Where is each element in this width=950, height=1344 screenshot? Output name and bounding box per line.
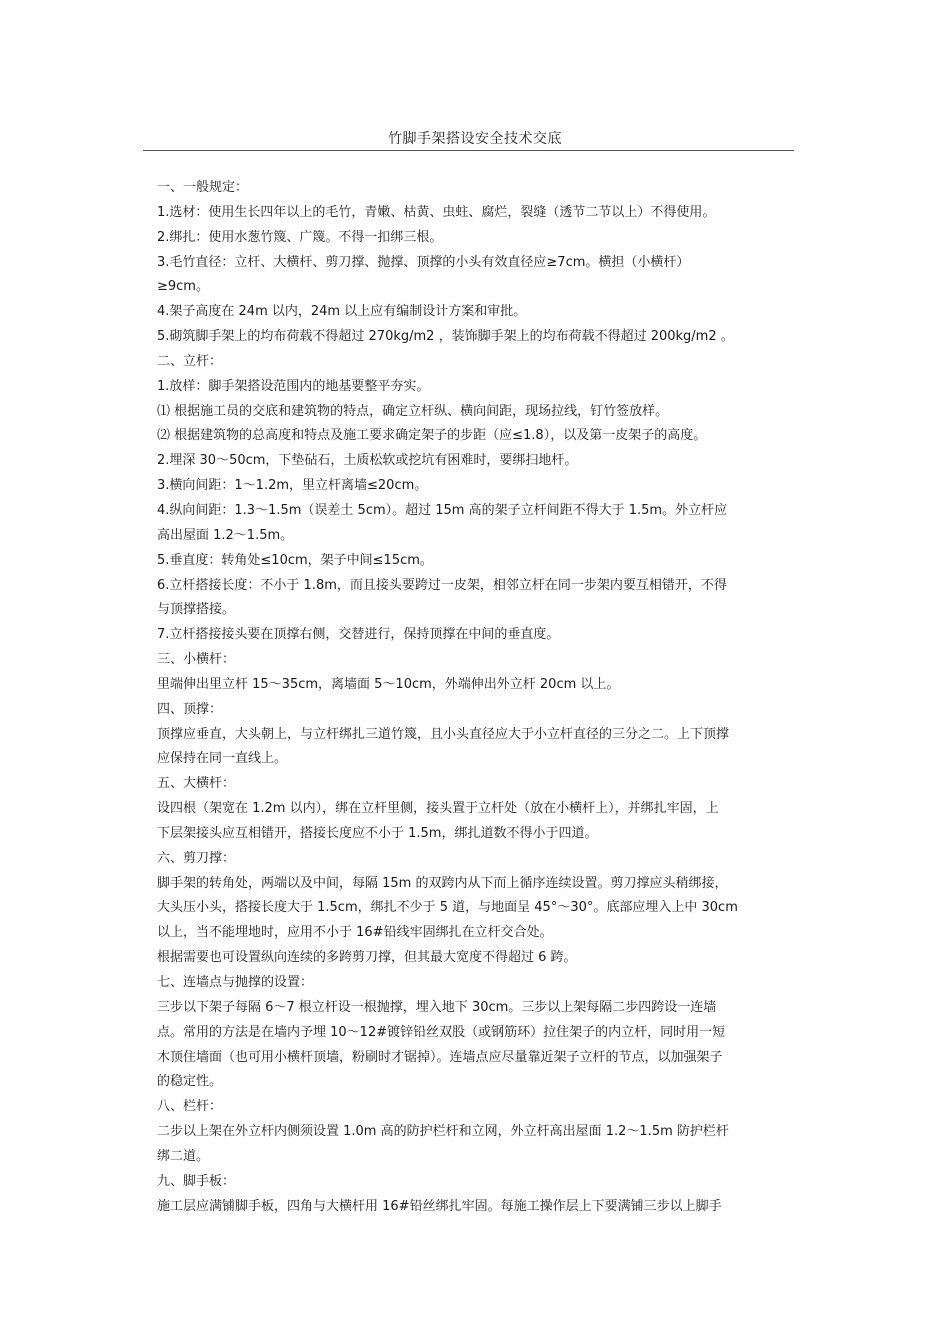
text-line: 与顶撑搭接。	[157, 602, 236, 618]
text-line: 二、立杆：	[157, 353, 223, 369]
text-line: 七、连墙点与抛撑的设置：	[157, 975, 314, 990]
text-line: 五、大横杆：	[157, 776, 236, 792]
text-line: 木顶住墙面（也可用小横杆顶墙，粉刷时才锯掉）。连墙点应尽量靠近架子立杆的节点，以加强架子	[157, 1049, 723, 1065]
text-line: 4.纵向间距：1.3～1.5m（误差土 5cm）。超过 15m 高的架子立杆间距不得大于 1.5m。外立杆应	[157, 502, 728, 518]
text-line: 四、顶撑：	[157, 701, 223, 717]
text-line: 一、一般规定：	[157, 180, 249, 195]
document-body	[157, 176, 793, 1219]
text-line: 点。常用的方法是在墙内予埋 10～12#镀锌铅丝双股（或钢筋环）拉住架子的内立杆，同时用一短	[157, 1024, 726, 1040]
text-line: 绑二道。	[157, 1148, 210, 1164]
text-line: 5.砌筑脚手架上的均布荷载不得超过 270kg/m2 ，装饰脚手架上的均布荷载不得超过 200kg/m2 。	[157, 329, 734, 345]
text-line: 九、脚手板：	[157, 1173, 236, 1189]
text-line: 三步以下架子每隔 6～7 根立杆设一根抛撑，埋入地下 30cm。三步以上架每隔二步四跨设一连墙	[157, 999, 717, 1015]
text-line: 脚手架的转角处，两端以及中间，每隔 15m 的双跨内从下而上循序连续设置。剪刀撑应头稍绑接，	[157, 875, 728, 891]
text-line: 六、剪刀撑：	[157, 850, 236, 866]
text-line: 下层架接头应互相错开，搭接长度应不小于 1.5m，绑扎道数不得小于四道。	[157, 825, 598, 841]
text-line: 施工层应满铺脚手板，四角与大横杆用 16#铅丝绑扎牢固。每施工操作层上下要满铺三步以上脚手	[157, 1198, 722, 1214]
text-line: ⑵ 根据建筑物的总高度和特点及施工要求确定架子的步距（应≤1.8），以及第一皮架子的高度。	[157, 428, 707, 444]
text-line: 三、小横杆：	[157, 652, 236, 668]
text-line: 高出屋面 1.2～1.5m。	[157, 527, 294, 543]
text-line: 根据需要也可设置纵向连续的多跨剪刀撑，但其最大宽度不得超过 6 跨。	[157, 950, 577, 966]
text-line: 1.选材：使用生长四年以上的毛竹，青嫩、枯黄、虫蛀、腐烂，裂缝（透节二节以上）不得使用。	[157, 204, 716, 220]
text-line: 6.立杆搭接长度：不小于 1.8m，而且接头要跨过一皮架，相邻立杆在同一步架内要互相错开，不得	[157, 577, 727, 593]
text-line: 设四根（架宽在 1.2m 以内），绑在立杆里侧，接头置于立杆处（放在小横杆上），并绑扎牢固，上	[157, 801, 719, 817]
text-line: 大头压小头，搭接长度大于 1.5cm，绑扎不少于 5 道，与地面呈 45°～30°。底部应埋入上中 30cm	[157, 900, 738, 916]
text-line: 里端伸出里立杆 15～35cm，离墙面 5～10cm，外端伸出外立杆 20cm 以上。	[157, 676, 620, 692]
text-line: 应保持在同一直线上。	[157, 751, 288, 767]
text-line: 3.横向间距：1～1.2m，里立杆离墙≤20cm。	[157, 478, 428, 494]
text-line: 5.垂直度：转角处≤10cm，架子中间≤15cm。	[157, 552, 433, 568]
text-line: ⑴ 根据施工员的交底和建筑物的特点，确定立杆纵、横向间距，现场拉线，钉竹签放样。	[157, 403, 669, 419]
text-line: ≥9cm。	[157, 279, 209, 295]
text-line: 2.埋深 30～50cm，下垫砧石，土质松软或挖坑有困难时，要绑扫地杆。	[157, 453, 578, 469]
text-line: 以上，当不能埋地时，应用不小于 16#铅线牢固绑扎在立杆交合处。	[157, 925, 553, 941]
document-title: 竹脚手架搭设安全技术交底	[388, 131, 562, 147]
text-line: 二步以上架在外立杆内侧须设置 1.0m 高的防护栏杆和立网，外立杆高出屋面 1.2～1.5m 防护栏杆	[157, 1124, 729, 1140]
text-line: 2.绑扎：使用水葱竹篾、广篾。不得一扣绑三根。	[157, 229, 443, 245]
text-line: 3.毛竹直径：立杆、大横杆、剪刀撑、抛撑、顶撑的小头有效直径应≥7cm。横担（小横杆）	[157, 254, 690, 270]
text-line: 4.架子高度在 24m 以内，24m 以上应有编制设计方案和审批。	[157, 304, 527, 320]
title-divider	[143, 150, 794, 151]
text-line: 八、栏杆：	[157, 1099, 223, 1115]
text-line: 的稳定性。	[157, 1074, 223, 1090]
text-line: 1.放样：脚手架搭设范围内的地基要整平夯实。	[157, 378, 430, 394]
text-line: 7.立杆搭接接头要在顶撑右侧，交替进行，保持顶撑在中间的垂直度。	[157, 627, 560, 643]
text-line: 顶撑应垂直，大头朝上，与立杆绑扎三道竹篾，且小头直径应大于小立杆直径的三分之二。上下顶撑	[157, 726, 730, 742]
